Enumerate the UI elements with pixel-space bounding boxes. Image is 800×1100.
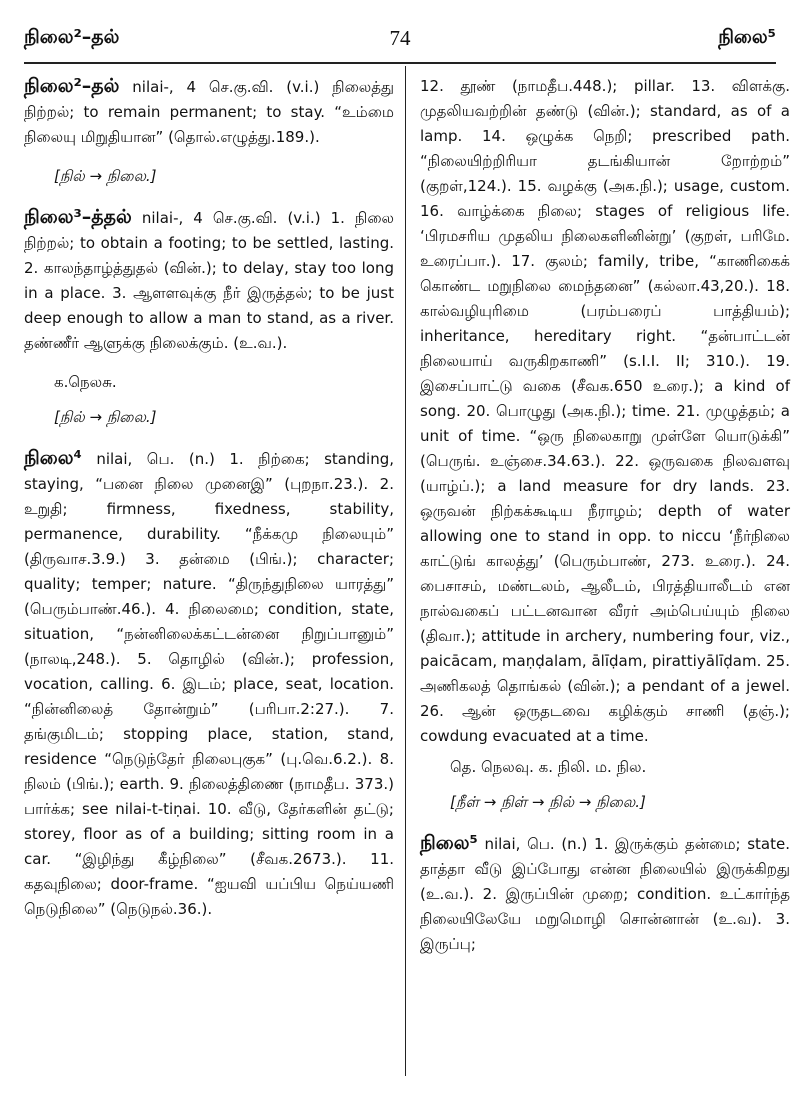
etymology: [நீள் → நிள் → நில் → நிலை.]: [450, 793, 646, 811]
header-left-guideword: நிலை²–தல்: [24, 26, 120, 48]
entry-nilai-3: [24, 205, 394, 356]
entry-text: nilai, பெ. (n.) 1. நிற்கை; standing, staying, “பனை நிலை முனைஇ” (புறநா.23.). 2. உறுதி; firmness, fixedness, stability, permanence, durability. “நீக்கமு நிலையும்” (திருவாச.3.9.) 3. தன்மை (பிங்.); character; quality; temper; nature. “திருந்துநிலை யாரத்து” (பெரும்பாண்.46.). 4. நிலைமை; condition, state, situation, “நன்னிலைக்கட்டன்னை நிறுப்பானும்” (நாலடி,248.). 5. தொழில் (வின்.); profession, vocation, calling. 6. இடம்; place, seat, location. “நின்னிலைத் தோன்றும்” (பரிபா.2:27.). 7. தங்குமிடம்; stopping place, station, stand, residence “நெடுந்தேர் நிலைபுகுக” (பு.வெ.6.2.). 8. நிலம் (பிங்.); earth. 9. நிலைத்திணை (நாமதீப. 373.) பார்க்க; see nilai-t-tiṇai. 10. வீடு, தேர்களின் தட்டு; storey, floor as of a building; sitting room in a car. “இழிந்து கீழ்நிலை” (சீவக.2673.). 11. கதவுநிலை; door-frame. “ஐயவி யப்பிய நெய்யணி நெடுநிலை” (நெடுநல்.36.).: [24, 450, 394, 918]
headword: நிலை⁵: [420, 832, 478, 854]
entry-nilai-5: [420, 831, 790, 957]
page-number: 74: [389, 26, 411, 50]
headword: நிலை⁴: [24, 447, 82, 469]
column-divider: [405, 66, 406, 1076]
etymology: [நில் → நிலை.]: [54, 408, 157, 426]
entry-nilai-2: [24, 74, 394, 150]
entry-nilai-4: [24, 446, 394, 922]
left-column: [24, 74, 394, 936]
running-header: [24, 26, 776, 56]
entry-nilai-4-continued: 12. தூண் (நாமதீப.448.); pillar. 13. விளக்கு. முதலியவற்றின் தண்டு (வின்.); standard, as of a lamp. 14. ஒழுக்க நெறி; prescribed path. “நிலையிற்றிரியா தடங்கியான் றோற்றம்” (குறள்,124.). 15. வழக்கு (அக.நி.); usage, custom. 16. வாழ்க்கை நிலை; stages of religious life. ‘பிரமசரிய முதலிய நிலைகளினின்று’ (குறள், பரிமே. உரைப்பா.). 17. குலம்; family, tribe, “காணிகைக் கொண்ட மறுநிலை மைந்தனை” (கல்லா.43,20.). 18. கால்வழியுரிமை (பரம்பரைப் பாத்தியம்); inheritance, hereditary right. “தன்பாட்டன் நிலையாய் வருகிறகாணி” (s.I.I. II; 310.). 19. இசைப்பாட்டு வகை (சீவக.650 உரை.); a kind of song. 20. பொழுது (அக.நி.); time. 21. முழுத்தம்; a unit of time. “ஒரு நிலைகாறு முள்ளே யொடுக்கி” (பெருங். உஞ்சை.34.63.). 22. ஒருவகை நிலவளவு (யாழ்ப்.); a land measure for dry lands. 23. ஒருவன் நிற்கக்கூடிய நீராழம்; depth of water allowing one to stand in opp. to niccu ‘நீர்நிலை காட்டுங் காலத்து’ (பெரும்பாண், 273. உரை.). 24. பைசாசம், மண்டலம், ஆலீடம், பிரத்தியாலீடம் என நால்வகைப் பட்டனவான வீரர் அம்பெய்யும் நிலை (திவா.); attitude in archery, numbering four, viz., paicācam, maṇḍalam, ālīḍam, pirattiyālīḍam. 25. அணிகலத் தொங்கல் (வின்.); a pendant of a jewel. 26. ஆன் ஒருதடவை கழிக்கும் சாணி (தஞ்.); cowdung evacuated at a time.: [420, 77, 790, 745]
headword: நிலை³–த்தல்: [24, 206, 132, 228]
cognate: க.நெலசு.: [54, 373, 117, 391]
entry-text: nilai, பெ. (n.) 1. இருக்கும் தன்மை; state. தாத்தா வீடு இப்போது என்ன நிலையில் இருக்கிறது (உ.வ.). 2. இருப்பின் முறை; condition. உட்கார்ந்த நிலையிலேயே மறுமொழி சொன்னான் (உ.வ). 3. இருப்பு;: [420, 835, 790, 953]
right-column: [420, 74, 790, 971]
entry-text: nilai-, 4 செ.கு.வி. (v.i.) 1. நிலை நிற்றல்; to obtain a footing; to be settled, lasting. 2. காலந்தாழ்த்துதல் (வின்.); to delay, stay too long in a place. 3. ஆளளவுக்கு நீர் இருத்தல்; to be just deep enough to allow a man to stand, as a river. தண்ணீர் ஆளுக்கு நிலைக்கும். (உ.வ.).: [24, 209, 394, 352]
entry-text: nilai-, 4 செ.கு.வி. (v.i.) நிலைத்து நிற்றல்; to remain permanent; to stay. “உம்மை நிலையு மிறுதியான” (தொல்.எழுத்து.189.).: [24, 78, 394, 146]
header-rule: [24, 62, 776, 64]
cognate: தெ. நெலவு. க. நிலி. ம. நில.: [450, 758, 647, 776]
etymology: [நில் → நிலை.]: [54, 167, 157, 185]
header-right-guideword: நிலை⁵: [718, 26, 776, 48]
headword: நிலை²–தல்: [24, 75, 120, 97]
